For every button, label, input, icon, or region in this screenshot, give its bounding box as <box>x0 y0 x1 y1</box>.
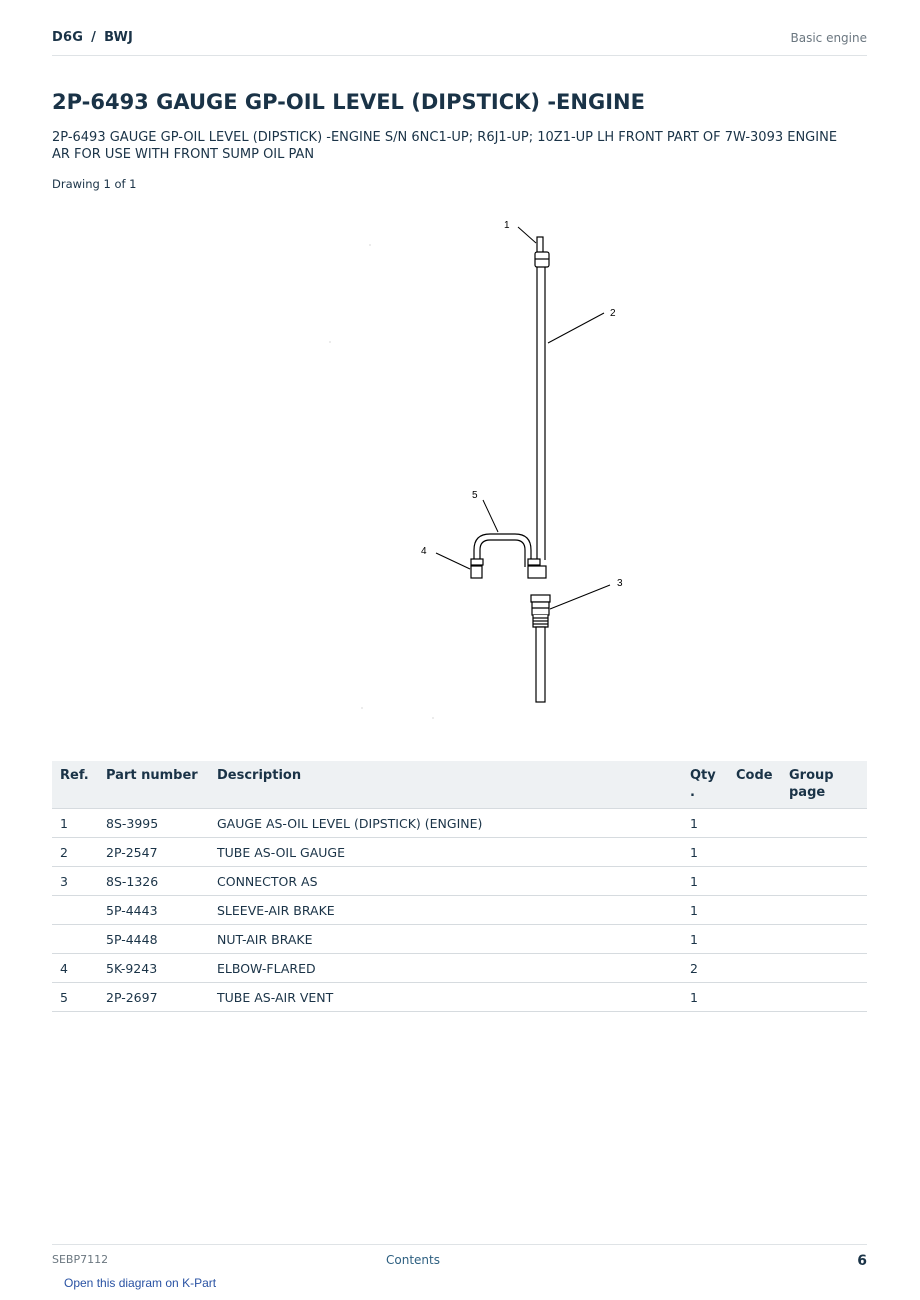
cell-qty: 1 <box>682 896 728 925</box>
table-row <box>52 925 867 954</box>
cell-part-number: 5P-4443 <box>98 896 209 925</box>
cell-qty: 2 <box>682 954 728 983</box>
cell-description: SLEEVE-AIR BRAKE <box>209 896 682 925</box>
cell-ref <box>52 896 98 925</box>
cell-code <box>728 983 781 1012</box>
cell-group-page <box>781 867 867 896</box>
cell-group-page <box>781 954 867 983</box>
table-header-row <box>52 761 867 809</box>
callout-1: 1 <box>504 220 510 231</box>
cell-group-page <box>781 983 867 1012</box>
breadcrumb <box>52 30 133 45</box>
parts-diagram-drawing <box>290 205 630 725</box>
cell-code <box>728 954 781 983</box>
cell-description: ELBOW-FLARED <box>209 954 682 983</box>
cell-ref <box>52 925 98 954</box>
contents-link[interactable]: Contents <box>386 1253 440 1267</box>
table-row <box>52 896 867 925</box>
callout-3: 3 <box>617 578 623 589</box>
table-row <box>52 838 867 867</box>
cell-part-number: 8S-3995 <box>98 809 209 838</box>
page-subtitle: 2P-6493 GAUGE GP-OIL LEVEL (DIPSTICK) -ENGINE S/N 6NC1-UP; R6J1-UP; 10Z1-UP LH FRONT PART OF 7W-3093 ENGINE AR FOR USE WITH FRONT SUMP OIL PAN <box>52 130 838 162</box>
vent-tube-inner <box>480 540 525 567</box>
cell-ref: 5 <box>52 983 98 1012</box>
cell-ref: 4 <box>52 954 98 983</box>
cell-part-number: 2P-2547 <box>98 838 209 867</box>
cell-part-number: 2P-2697 <box>98 983 209 1012</box>
parts-diagram <box>290 205 630 725</box>
elbow-right-nut <box>528 559 540 565</box>
cell-ref: 3 <box>52 867 98 896</box>
header-group-page: Group page <box>781 761 867 809</box>
section-name: Basic engine <box>790 31 867 45</box>
cell-part-number: 8S-1326 <box>98 867 209 896</box>
cell-part-number: 5P-4448 <box>98 925 209 954</box>
cell-qty: 1 <box>682 809 728 838</box>
cell-part-number: 5K-9243 <box>98 954 209 983</box>
cell-description: CONNECTOR AS <box>209 867 682 896</box>
open-kpart-link[interactable]: Open this diagram on K-Part <box>64 1276 217 1290</box>
cell-qty: 1 <box>682 838 728 867</box>
cell-description: NUT-AIR BRAKE <box>209 925 682 954</box>
elbow-right-body <box>528 566 546 578</box>
table-row <box>52 983 867 1012</box>
cell-group-page <box>781 925 867 954</box>
table-row <box>52 809 867 838</box>
header-description: Description <box>209 761 682 809</box>
cell-ref: 2 <box>52 838 98 867</box>
breadcrumb-model: D6G <box>52 30 84 45</box>
elbow-left-nut <box>471 559 483 565</box>
document-id: SEBP7112 <box>52 1253 109 1266</box>
cell-code <box>728 896 781 925</box>
callout-5: 5 <box>472 490 478 501</box>
breadcrumb-prefix: BWJ <box>104 30 134 45</box>
parts-table <box>52 761 867 1012</box>
elbow-left-body <box>471 566 482 578</box>
cell-code <box>728 867 781 896</box>
page-header <box>52 30 867 56</box>
table-row <box>52 954 867 983</box>
cell-qty: 1 <box>682 867 728 896</box>
lower-tube <box>536 627 545 702</box>
cell-description: TUBE AS-AIR VENT <box>209 983 682 1012</box>
header-ref: Ref. <box>52 761 98 809</box>
cell-group-page <box>781 838 867 867</box>
callout-4: 4 <box>421 546 427 557</box>
dipstick-handle <box>537 237 543 253</box>
cell-description: GAUGE AS-OIL LEVEL (DIPSTICK) (ENGINE) <box>209 809 682 838</box>
cell-group-page <box>781 896 867 925</box>
cell-description: TUBE AS-OIL GAUGE <box>209 838 682 867</box>
page-footer <box>52 1244 867 1274</box>
cell-code <box>728 925 781 954</box>
cell-qty: 1 <box>682 925 728 954</box>
cell-ref: 1 <box>52 809 98 838</box>
header-part-number: Part number <box>98 761 209 809</box>
cell-group-page <box>781 809 867 838</box>
cell-code <box>728 838 781 867</box>
breadcrumb-separator: / <box>91 30 97 45</box>
cell-qty: 1 <box>682 983 728 1012</box>
page-title: 2P-6493 GAUGE GP-OIL LEVEL (DIPSTICK) -ENGINE <box>52 90 645 114</box>
header-code: Code <box>728 761 781 809</box>
table-row <box>52 867 867 896</box>
connector-nut-top <box>531 595 550 602</box>
cell-code <box>728 809 781 838</box>
header-qty: Qty . <box>682 761 728 809</box>
callout-2: 2 <box>610 308 616 319</box>
page-number: 6 <box>857 1253 867 1269</box>
drawing-label: Drawing 1 of 1 <box>52 177 137 191</box>
